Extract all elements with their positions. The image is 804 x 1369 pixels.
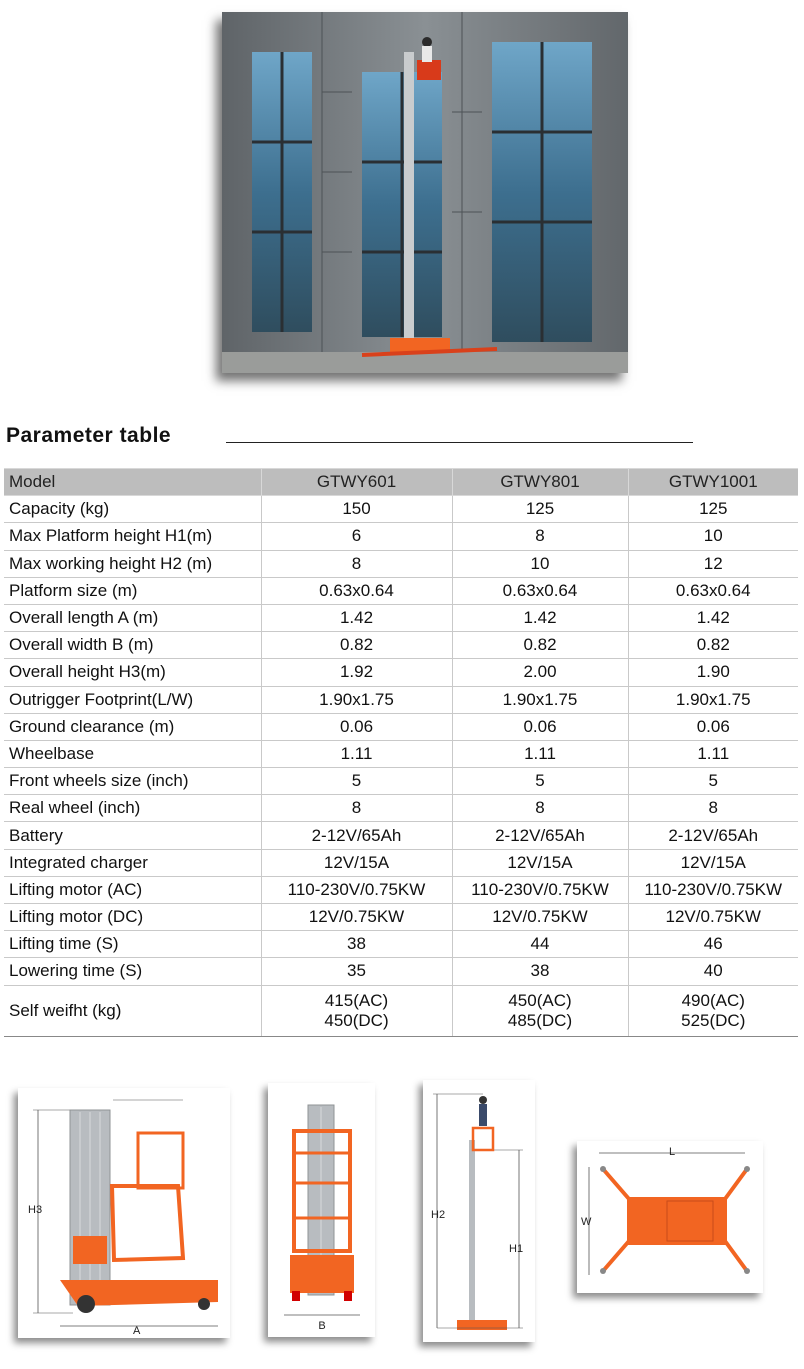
row-label: Self weifht (kg) (4, 985, 261, 1036)
table-cell: 12V/15A (261, 849, 452, 876)
table-cell: 1.42 (628, 604, 798, 631)
row-label: Ground clearance (m) (4, 713, 261, 740)
row-label: Outrigger Footprint(L/W) (4, 686, 261, 713)
table-cell: 12V/15A (628, 849, 798, 876)
table-cell: 12 (628, 550, 798, 577)
weight-dc: 450(DC) (324, 1010, 389, 1030)
table-row (4, 550, 798, 577)
table-cell: 12V/0.75KW (628, 904, 798, 931)
row-label: Overall length A (m) (4, 604, 261, 631)
side-view-diagram (18, 1088, 230, 1338)
table-cell: 40 (628, 958, 798, 985)
table-cell: 0.06 (628, 713, 798, 740)
parameter-table (4, 468, 798, 1037)
table-cell: 125 (628, 496, 798, 523)
table-cell: 46 (628, 931, 798, 958)
table-cell: 5 (452, 768, 628, 795)
row-label: Platform size (m) (4, 577, 261, 604)
table-cell: 1.42 (261, 604, 452, 631)
row-label: Battery (4, 822, 261, 849)
table-cell: 110-230V/0.75KW (261, 876, 452, 903)
table-cell: 0.06 (452, 713, 628, 740)
working-height-diagram (423, 1080, 535, 1342)
row-label: Front wheels size (inch) (4, 768, 261, 795)
table-cell: 12V/0.75KW (452, 904, 628, 931)
front-view-diagram (268, 1083, 375, 1337)
table-cell: 38 (452, 958, 628, 985)
w-label: W (581, 1216, 592, 1228)
table-cell: 0.82 (452, 632, 628, 659)
building-lift-illustration (222, 12, 628, 373)
table-cell: 12V/15A (452, 849, 628, 876)
table-cell: 1.11 (628, 740, 798, 767)
h2-label: H2 (431, 1209, 446, 1221)
table-row (4, 577, 798, 604)
table-cell: 1.92 (261, 659, 452, 686)
table-row (4, 740, 798, 767)
table-row (4, 659, 798, 686)
table-row (4, 795, 798, 822)
table-cell: 0.82 (261, 632, 452, 659)
title-divider (226, 442, 693, 443)
table-cell: 2-12V/65Ah (628, 822, 798, 849)
table-cell: 0.63x0.64 (261, 577, 452, 604)
table-cell: 110-230V/0.75KW (452, 876, 628, 903)
table-row (4, 604, 798, 631)
table-row (4, 713, 798, 740)
table-cell: 8 (261, 795, 452, 822)
table-row (4, 496, 798, 523)
table-cell: 1.11 (261, 740, 452, 767)
table-cell: 5 (261, 768, 452, 795)
row-label: Lowering time (S) (4, 958, 261, 985)
table-cell: 125 (452, 496, 628, 523)
table-cell: 35 (261, 958, 452, 985)
top-view-diagram (577, 1141, 763, 1293)
table-cell: 8 (628, 795, 798, 822)
table-cell: 8 (261, 550, 452, 577)
row-label: Overall width B (m) (4, 632, 261, 659)
row-label: Max Platform height H1(m) (4, 523, 261, 550)
weight-dc: 525(DC) (681, 1010, 746, 1030)
table-cell: 1.90x1.75 (452, 686, 628, 713)
row-label: Integrated charger (4, 849, 261, 876)
hero-photo (222, 12, 628, 373)
table-cell: 150 (261, 496, 452, 523)
table-cell: 1.90x1.75 (628, 686, 798, 713)
table-row (4, 686, 798, 713)
table-row (4, 849, 798, 876)
row-label: Capacity (kg) (4, 496, 261, 523)
table-cell: 8 (452, 795, 628, 822)
table-row (4, 904, 798, 931)
table-cell: 110-230V/0.75KW (628, 876, 798, 903)
table-row (4, 876, 798, 903)
table-cell: 44 (452, 931, 628, 958)
table-cell: 2-12V/65Ah (261, 822, 452, 849)
row-label: Max working height H2 (m) (4, 550, 261, 577)
table-cell: 5 (628, 768, 798, 795)
a-label: A (133, 1325, 141, 1337)
weight-ac: 450(AC) (508, 990, 572, 1010)
table-cell: 10 (452, 550, 628, 577)
weight-dc: 485(DC) (507, 1010, 573, 1030)
table-cell: 2-12V/65Ah (452, 822, 628, 849)
b-label: B (318, 1320, 326, 1332)
table-row (4, 931, 798, 958)
header-gtwy1001: GTWY1001 (628, 469, 798, 496)
table-cell: 0.82 (628, 632, 798, 659)
header-gtwy801: GTWY801 (452, 469, 628, 496)
table-cell (452, 985, 628, 1036)
table-row (4, 958, 798, 985)
table-cell: 0.63x0.64 (628, 577, 798, 604)
table-cell: 0.06 (261, 713, 452, 740)
row-label: Overall height H3(m) (4, 659, 261, 686)
table-row (4, 985, 798, 1036)
table-row (4, 632, 798, 659)
table-cell: 2.00 (452, 659, 628, 686)
table-cell: 1.90 (628, 659, 798, 686)
table-cell: 0.63x0.64 (452, 577, 628, 604)
table-cell: 10 (628, 523, 798, 550)
table-header-row (4, 469, 798, 496)
table-row (4, 523, 798, 550)
h3-label: H3 (28, 1204, 43, 1216)
header-gtwy601: GTWY601 (261, 469, 452, 496)
table-cell: 38 (261, 931, 452, 958)
table-cell: 6 (261, 523, 452, 550)
table-cell: 1.90x1.75 (261, 686, 452, 713)
weight-ac: 490(AC) (681, 990, 745, 1010)
table-row (4, 822, 798, 849)
table-cell: 12V/0.75KW (261, 904, 452, 931)
weight-ac: 415(AC) (324, 990, 389, 1010)
table-cell: 8 (452, 523, 628, 550)
table-cell (261, 985, 452, 1036)
row-label: Real wheel (inch) (4, 795, 261, 822)
section-title: Parameter table (6, 424, 172, 447)
table-row (4, 768, 798, 795)
h1-label: H1 (509, 1243, 524, 1255)
table-cell: 1.42 (452, 604, 628, 631)
header-model: Model (4, 469, 261, 496)
row-label: Lifting motor (AC) (4, 876, 261, 903)
table-cell (628, 985, 798, 1036)
l-label: L (668, 1146, 676, 1158)
row-label: Lifting time (S) (4, 931, 261, 958)
row-label: Wheelbase (4, 740, 261, 767)
row-label: Lifting motor (DC) (4, 904, 261, 931)
table-cell: 1.11 (452, 740, 628, 767)
